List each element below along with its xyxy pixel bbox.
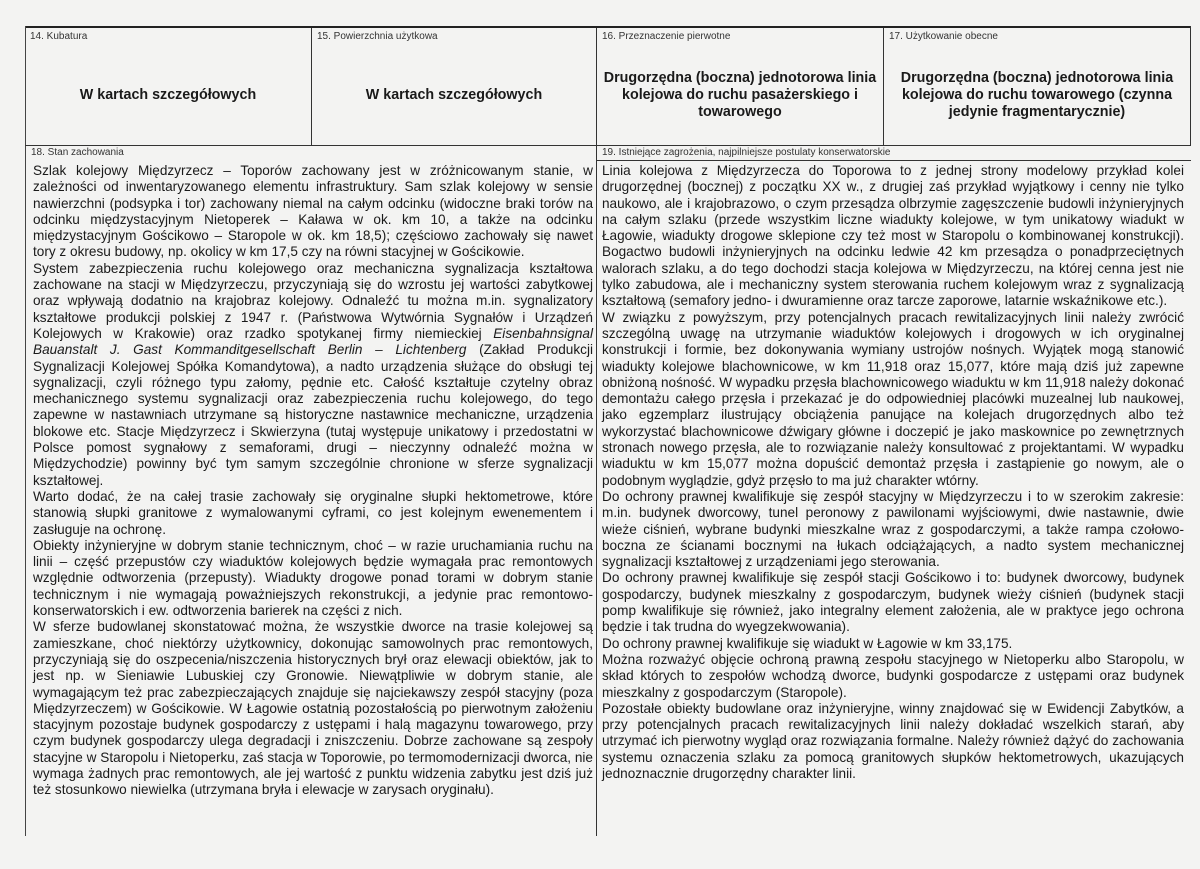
paragraph: Do ochrony prawnej kwalifikuje się zespół stacyjny w Międzyrzeczu i to w szerokim zakresie: m.in. budynek dworcowy, tunel peronowy z pawilonami wyjściowymi, dwie nastawnie, dwie wieże ciśnień, wybrane budynki mieszkalne wraz z gospodarczymi, a także rampa czołowo-boczna ze ścianami bocznymi na łukach odciążających, a nadto system mechanicznej sygnalizacji kształtowej z urządzeniami jego sterowania. (602, 488, 1184, 570)
field-label: 14. Kubatura (30, 31, 88, 42)
field-powierzchnia (312, 28, 597, 145)
paragraph: Szlak kolejowy Międzyrzecz – Toporów zachowany jest w zróżnicowanym stanie, w zależności od inwentaryzowanego elementu infrastruktury. Sam szlak kolejowy w sensie nawierzchni (podsypka i tor) zachowany niemal na całym odcinku (widoczne braki torów na odcinku międzystacyjnym Nietoperek – Kaława w ok. km 10, a także na odcinku międzystacyjnym Gościkowo – Staropole w ok. km 18,5); częściowo zachowały się nawet tory z okresu budowy, np. okolicy w km 17,5 czy na równi stacyjnej w Gościkowie. (33, 163, 593, 260)
field-kubatura (25, 28, 312, 145)
paragraph: Obiekty inżynieryjne w dobrym stanie technicznym, choć – w razie uruchamiania ruchu na linii – część przepustów czy wiaduktów kolejowych będzie wymagała prac remontowych względnie odtworzenia (przepusty). Wiadukty drogowe ponad torami w dobrym stanie technicznym i nie wymagają poważniejszych rekonstrukcji, a jedynie prac remontowo-konserwatorskich i ew. odtworzenia barierek na części z nich. (33, 537, 593, 619)
paragraph: Do ochrony prawnej kwalifikuje się zespół stacji Gościkowo i to: budynek dworcowy, budynek gospodarczy, budynek mieszkalny z gospodarczym, budynek wieży ciśnień (budynek stacji pomp kwalifikuje się również, jako integralny element założenia, ale w praktyce jego ochrona będzie i tak trudna do wyegzekwowania). (602, 570, 1184, 635)
section19-label-rule (596, 160, 1191, 161)
header-divider (25, 145, 1191, 146)
section19-label: 19. Istniejące zagrożenia, najpilniejsze postulaty konserwatorskie (602, 147, 891, 158)
section19-text (602, 163, 1184, 782)
paragraph: Można rozważyć objęcie ochroną prawną zespołu stacyjnego w Nietoperku albo Staropolu, w skład których to zespołów wchodzą dworce, budynki gospodarcze z ustępami oraz budynek mieszkalny z gospodarczym (Staropole). (602, 651, 1184, 700)
field-label: 17. Użytkowanie obecne (889, 31, 998, 42)
paragraph: W sferze budowlanej skonstatować można, że wszystkie dworce na trasie kolejowej są zamieszkane, choć niektórzy użytkownicy, dokonując samowolnych prac remontowych, przyczyniają się do oszpecenia/niszczenia historycznych brył oraz elewacji obiektów, jak to jest np. w Sieniawie Lubuskiej czy Gronowie. Niewątpliwie w dobrym stanie, ale wymagającym też prac zabezpieczających znajduje się najciekawszy zespół stacyjny (poza Międzyrzeczem) w Gościkowie. W Łagowie ostatnią pozostałością po pierwotnym założeniu stacyjnym pozostaje budynek gospodarczy z ustępami i halą magazynu towarowego, przy czym budynek gospodarczy ulega degradacji i zniszczeniu. Dobrze zachowane są zespoły stacyjne w Staropolu i Nietoperku, zaś stacja w Toporowie, po termomodernizacji dworca, nie wymaga żadnych prac remontowych, ale jej wartość z punktu widzenia zabytku jest dziś już też stosunkowo niewielka (utrzymana bryła i elewacje w zarysach oryginału). (33, 619, 593, 798)
section18-text (33, 163, 593, 799)
paragraph: W związku z powyższym, przy potencjalnych pracach rewitalizacyjnych linii należy zwrócić szczególną uwagę na utrzymanie wiaduktów kolejowych i drogowych w ich oryginalnej konstrukcji i formie, bez dokonywania wymiany ustrojów nośnych. Wyjątek mogą stanowić wiadukty kolejowe blachownicowe, w km 11,918 oraz 15,077, które mają dziś już zapewne obniżoną nośność. W wypadku przęsła blachownicowego wiaduktu w km 11,918 należy dokonać demontażu całego przęsła i przekazać je do odpowiedniej placówki muzealnej lub naukowej, jako egzemplarz ilustrujący obciążenia panujące na kolejach drugorzędnych albo też wykorzystać blachownicowe dźwigary główne i doczepić je jako maskownice po zewnętrznych stronach nowego przęsła, ale to rozwiązanie należy konsultować z projektantami. W wypadku wiaduktu w km 15,077 można dopuścić demontaż przęsła i zastąpienie go nowym, ale o podobnym wyglądzie, gdyż przęsło to ma już charakter wtórny. (602, 309, 1184, 488)
paragraph (33, 261, 593, 489)
company-name-italic: Eisenbahnsignal Bauanstalt J. Gast Kommanditgesellschaft Berlin – Lichtenberg (33, 325, 593, 358)
paragraph: Do ochrony prawnej kwalifikuje się wiadukt w Łagowie w km 33,175. (602, 635, 1013, 651)
left-border (25, 26, 26, 836)
field-value: W kartach szczegółowych (365, 87, 543, 103)
field-value: Drugorzędna (boczna) jednotorowa linia kolejowa do ruchu pasażerskiego i towarowego (603, 70, 877, 120)
right-border (1190, 26, 1191, 146)
form-sheet (25, 26, 1191, 836)
field-label: 15. Powierzchnia użytkowa (317, 31, 438, 42)
text-run: (Zakład Produkcji Sygnalizacji Kolejowej Spółka Komandytowa), a nadto urządzenia służące do obsługi tej sygnalizacji, czyli różnego typu załomy, pędnie etc. Całość kształtuje czytelny obraz mechanicznego systemu sygnalizacji oraz zabezpieczenia ruchu kolejowego, do tego zapewne w nastawniach utrzymane są historyczne nastawnice mechaniczne, urządzenia blokowe etc. Stacje Międzyrzecz i Skwierzyna (tutaj występuje unikatowy i przedostatni w Polsce pomost sygnałowy z semaforami, drugi – nieczynny odnaleźć można w Międzychodzie) powinny być tym samym szczególnie chronione w sferze sygnalizacji kształtowej. (33, 342, 593, 488)
column-divider (596, 145, 597, 836)
field-value: W kartach szczegółowych (79, 87, 257, 103)
paragraph: Linia kolejowa z Międzyrzecza do Toporowa to z jednej strony modelowy przykład kolei drugorzędnej (bocznej) z początku XX w., z drugiej zaś przykład wyjątkowy i cenny nie tylko naukowo, ale i krajobrazowo, o czym przesądza olbrzymie zagęszczenie budowli inżynieryjnych na całym szlaku (przede wszystkim liczne wiadukty kolejowe, w tym unikatowy wiadukt w Łagowie, wiadukty drogowe sklepione czy też most w Staropolu o kombinowanej konstrukcji). Bogactwo budowli inżynieryjnych na odcinku ledwie 42 km przesądza o ponadprzeciętnych walorach szlaku, a do tego dochodzi stacja kolejowa w Międzyrzeczu, na której cenna jest nie tylko zabudowa, ale i mechaniczny system sterowania ruchem kolejowym wraz z sygnalizacją kształtową (semafory jedno- i dwuramienne oraz tarcze zaporowe, latarnie wskaźnikowe etc.). (602, 163, 1184, 309)
field-value: Drugorzędna (boczna) jednotorowa linia kolejowa do ruchu towarowego (czynna jedynie fragmentarycznie) (900, 70, 1174, 120)
field-uzytkowanie (884, 28, 1190, 145)
paragraph: Pozostałe obiekty budowlane oraz inżynieryjne, winny znajdować się w Ewidencji Zabytków, a przy potencjalnych pracach rewitalizacyjnych linii należy dokładać wszelkich starań, aby utrzymać ich pierwotny wygląd oraz rozwiązania formalne. Należy również dążyć do zachowania systemu oznaczenia szlaku za pomocą granitowych słupków hektometrowych, ukazujących jednoznacznie drugorzędny charakter linii. (602, 700, 1184, 781)
text-run: System zabezpieczenia ruchu kolejowego oraz mechaniczna sygnalizacja kształtowa zachowane na stacji w Międzyrzeczu, przyczyniają się do wzrostu jej wartości zabytkowej oraz wpływają dodatnio na krajobraz kolejowy. Odnaleźć tu można m.in. sygnalizatory kształtowe produkcji polskiej z 1947 r. (Państwowa Wytwórnia Sygnałów i Urządzeń Kolejowych w Krakowie) oraz rzadko spotykanej firmy niemieckiej (33, 260, 593, 341)
section18-label: 18. Stan zachowania (31, 147, 124, 158)
field-label: 16. Przeznaczenie pierwotne (602, 31, 731, 42)
field-przeznaczenie (597, 28, 884, 145)
paragraph: Warto dodać, że na całej trasie zachowały się oryginalne słupki hektometrowe, które stanowią słupki granitowe z wymalowanymi cyframi, co jest kolejnym ewenementem i zasługuje na ochronę. (33, 488, 593, 537)
